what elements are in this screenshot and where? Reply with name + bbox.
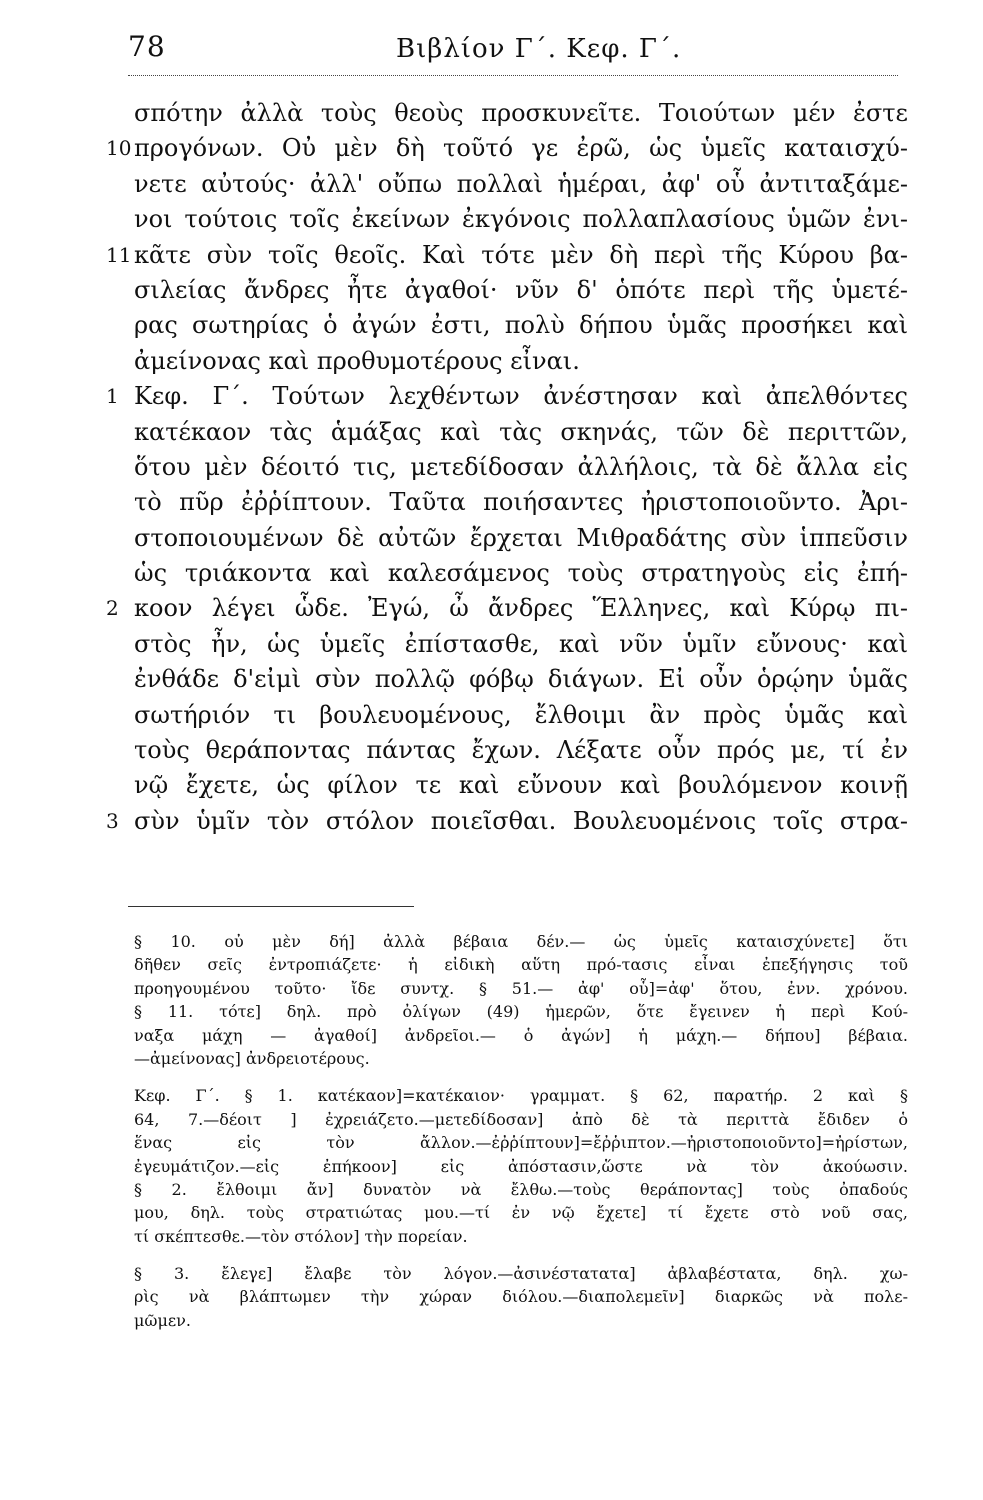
section-number: 11 (106, 242, 132, 267)
text-line (128, 733, 908, 768)
note-group (128, 930, 908, 1070)
text-line-content: στὸς ἦν, ὡς ὑμεῖς ἐπίστασθε, καὶ νῦν ὑμῖν εὔνους· καὶ (134, 629, 908, 658)
note-line: 64, 7.—δέοιτ ] ἐχρειάζετο.—μετεδίδοσαν] ἀπὸ δὲ τὰ περιττὰ ἔδιδεν ὁ (134, 1109, 908, 1129)
note-line: § 3. ἔλεγε] ἔλαβε τὸν λόγον.—ἀσινέστατατα] ἀβλαβέστατα, δηλ. χω- (134, 1264, 908, 1284)
text-line-content: ἀμείνονας καὶ προθυμοτέρους εἶναι. (134, 346, 580, 375)
note-line: —ἀμείνονας] ἀνδρειοτέρους. (134, 1048, 370, 1068)
text-line (106, 591, 908, 626)
text-line (128, 485, 908, 520)
text-line (128, 768, 908, 803)
text-line-content: ἐνθάδε δ'εἰμὶ σὺν πολλῷ φόβῳ διάγων. Εἰ οὖν ὁρῴην ὑμᾶς (134, 665, 908, 694)
note-line: § 11. τότε] δηλ. πρὸ ὀλίγων (49) ἡμερῶν, ὅτε ἔγεινεν ἡ περὶ Κού- (134, 1002, 908, 1022)
text-line (106, 238, 908, 273)
header-rule (128, 75, 898, 76)
note-line: Κεφ. Γ΄. § 1. κατέκαον]=κατέκαιον· γραμματ. § 62, παρατήρ. 2 καὶ § (134, 1086, 908, 1106)
text-line-content: νῷ ἔχετε, ὡς φίλον τε καὶ εὔνουν καὶ βουλόμενον κοινῇ (134, 771, 908, 800)
text-line (106, 379, 908, 414)
note-group (128, 1084, 908, 1248)
note-line: § 2. ἔλθοιμι ἄν] δυνατὸν νὰ ἔλθω.—τοὺς θεράποντας] τοὺς ὀπαδούς (134, 1179, 908, 1199)
note-line: ἕνας εἰς τὸν ἄλλον.—ἐῤῥίπτουν]=ἔῤῥιπτον.—ἠριστοποιοῦντο]=ἠρίστων, (134, 1133, 908, 1153)
note-line: προηγουμένου τοῦτο· ἴδε συντχ. § 51.— ἀφ' οὗ]=ἀφ' ὅτου, ἐνν. χρόνου. (134, 978, 908, 998)
note-line: § 10. οὐ μὲν δή] ἀλλὰ βέβαια δέν.— ὡς ὑμεῖς καταισχύνετε] ὅτι (134, 932, 908, 951)
text-line-content: προγόνων. Οὐ μὲν δὴ τοῦτό γε ἐρῶ, ὡς ὑμεῖς καταισχύ- (134, 134, 908, 163)
note-line: τί σκέπτεσθε.—τὸν στόλον] τὴν πορείαν. (134, 1226, 468, 1246)
note-line: δῆθεν σεῖς ἐντροπιάζετε· ἡ εἰδικὴ αὕτη πρό-τασις εἶναι ἐπεξήγησις τοῦ (134, 955, 908, 975)
text-line (128, 698, 908, 733)
text-line-content: σωτήριόν τι βουλευομένους, ἔλθοιμι ἂν πρὸς ὑμᾶς καὶ (134, 700, 908, 729)
note-group (128, 1262, 908, 1332)
text-line (128, 627, 908, 662)
text-line (128, 273, 908, 308)
text-line-content: τὸ πῦρ ἐῤῥίπτουν. Ταῦτα ποιήσαντες ἠριστοποιοῦντο. Ἀρι- (134, 488, 908, 517)
page-header (128, 30, 898, 70)
section-number: 10 (106, 136, 132, 161)
text-line (128, 308, 908, 343)
note-line: ναξα μάχη — ἀγαθοί] ἀνδρεῖοι.— ὁ ἀγών] ἡ μάχη.— δήπου] βέβαια. (134, 1025, 908, 1045)
text-line-content: στοποιουμένων δὲ αὐτῶν ἔρχεται Μιθραδάτης σὺν ἱππεῦσιν (134, 523, 908, 552)
text-line-content: κατέκαον τὰς ἁμάξας καὶ τὰς σκηνάς, τῶν δὲ περιττῶν, (134, 417, 908, 446)
text-line-content: κοον λέγει ὧδε. Ἐγώ, ὦ ἄνδρες Ἕλληνες, καὶ Κύρῳ πι- (134, 594, 908, 623)
main-text (106, 96, 908, 839)
text-line (128, 450, 908, 485)
note-gap (128, 1070, 908, 1084)
text-line (128, 167, 908, 202)
note-line: ἐγευμάτιζον.—εἰς ἐπήκοον] εἰς ἀπόστασιν,ὥστε νὰ τὸν ἀκούωσιν. (134, 1156, 908, 1176)
note-line: μου, δηλ. τοὺς στρατιώτας μου.—τί ἐν νῷ ἔχετε] τί ἔχετε στὸ νοῦ σας, (134, 1203, 908, 1223)
note-line: μῶμεν. (134, 1310, 191, 1330)
text-line (128, 556, 908, 591)
note-line: ρὶς νὰ βλάπτωμεν τὴν χώραν διόλου.—διαπολεμεῖν] διαρκῶς νὰ πολε- (134, 1287, 908, 1307)
footnotes (128, 930, 908, 1332)
footnote-rule (128, 906, 414, 907)
section-number: 2 (106, 596, 119, 621)
text-line-content: Κεφ. Γ΄. Τούτων λεχθέντων ἀνέστησαν καὶ ἀπελθόντες (134, 382, 908, 411)
section-number: 3 (106, 808, 119, 833)
text-line-content: σιλείας ἄνδρες ἦτε ἀγαθοί· νῦν δ' ὁπότε περὶ τῆς ὑμετέ- (134, 275, 908, 304)
text-line (128, 662, 908, 697)
section-number: 1 (106, 384, 119, 409)
text-line (128, 202, 908, 237)
text-line-content: ρας σωτηρίας ὁ ἀγών ἐστι, πολὺ δήπου ὑμᾶς προσήκει καὶ (134, 311, 908, 340)
text-line-content: ὅτου μὲν δέοιτό τις, μετεδίδοσαν ἀλλήλοις, τὰ δὲ ἄλλα εἰς (134, 452, 908, 481)
text-line-content: κᾶτε σὺν τοῖς θεοῖς. Καὶ τότε μὲν δὴ περὶ τῆς Κύρου βα- (134, 240, 908, 269)
text-line (128, 521, 908, 556)
text-line-content: ὡς τριάκοντα καὶ καλεσάμενος τοὺς στρατηγοὺς εἰς ἐπή- (134, 559, 908, 588)
page-number: 78 (128, 30, 166, 63)
text-line (106, 131, 908, 166)
text-line-content: νοι τούτοις τοῖς ἐκείνων ἐκγόνοις πολλαπλασίους ὑμῶν ἐνι- (134, 205, 908, 234)
text-line-content: τοὺς θεράποντας πάντας ἔχων. Λέξατε οὖν πρός με, τί ἐν (134, 736, 908, 765)
text-line-content: σπότην ἀλλὰ τοὺς θεοὺς προσκυνεῖτε. Τοιούτων μέν ἐστε (134, 99, 908, 127)
note-gap (128, 1248, 908, 1262)
running-head: Βιβλίον Γ΄. Κεφ. Γ΄. (396, 34, 682, 64)
text-line-content: σὺν ὑμῖν τὸν στόλον ποιεῖσθαι. Βουλευομένοις τοῖς στρα- (134, 806, 908, 835)
text-line (128, 415, 908, 450)
text-line (106, 804, 908, 839)
text-line (128, 344, 908, 379)
text-line (128, 96, 908, 131)
text-line-content: νετε αὐτούς· ἀλλ' οὔπω πολλαὶ ἡμέραι, ἀφ' οὗ ἀντιταξάμε- (134, 169, 908, 198)
